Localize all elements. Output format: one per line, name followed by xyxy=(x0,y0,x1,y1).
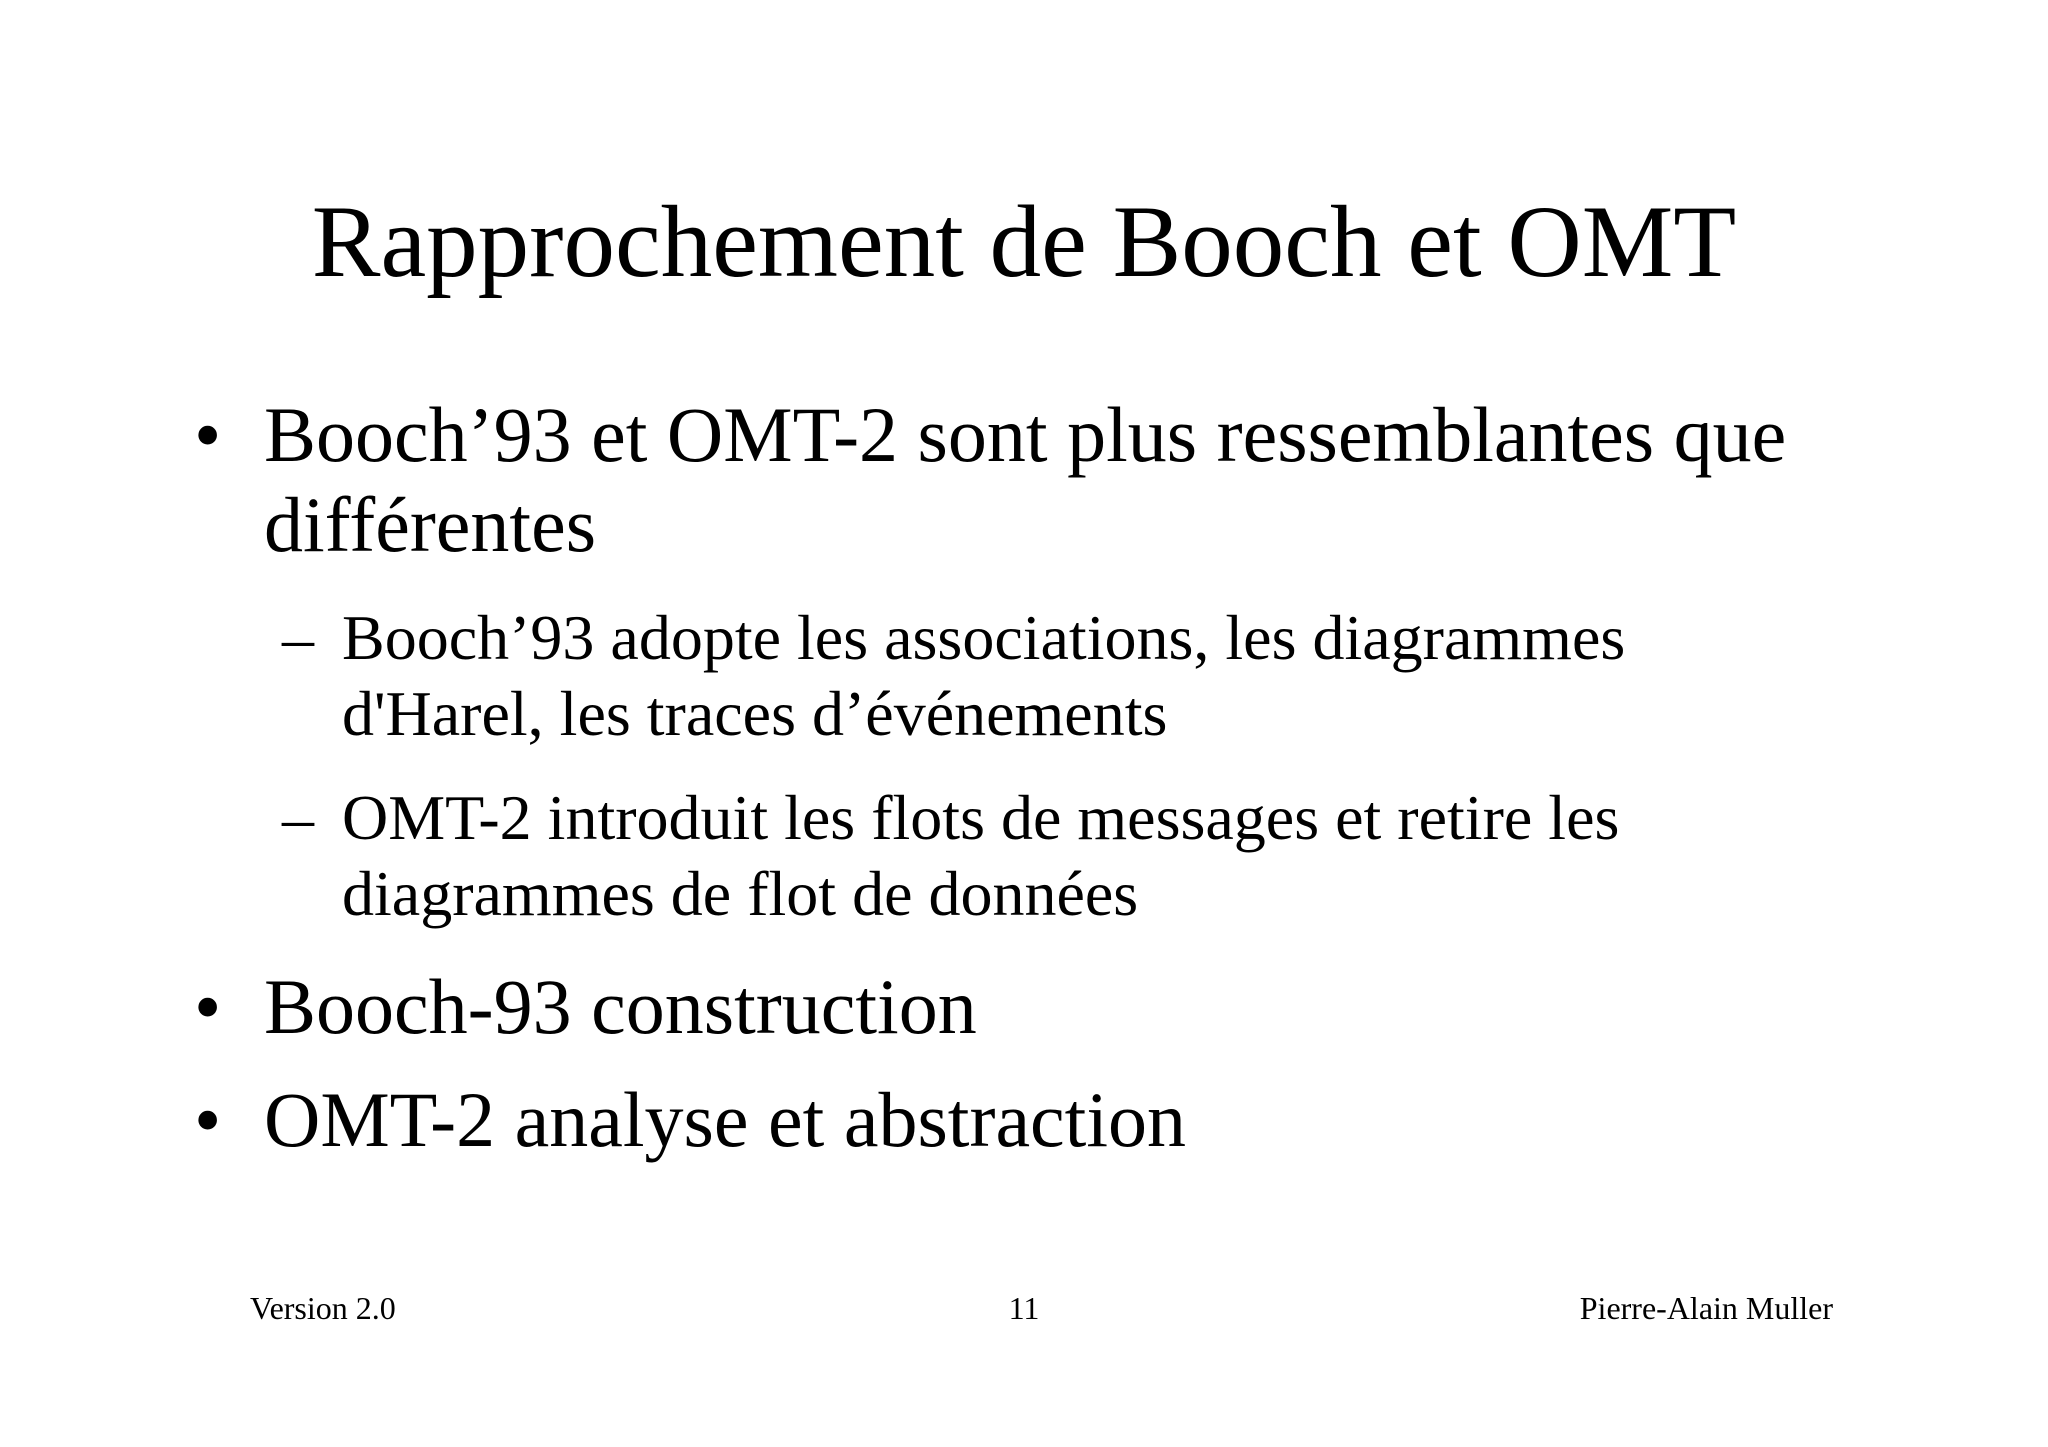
sub-bullet-mark: – xyxy=(282,782,314,853)
bullet-text xyxy=(264,962,977,1052)
bullet-mark: • xyxy=(194,391,222,478)
sub-bullet-text xyxy=(342,780,1619,932)
bullet-text xyxy=(264,390,1786,570)
slide-title: Rapprochement de Booch et OMT xyxy=(311,185,1737,299)
sub-bullet-text-line: diagrammes de flot de données xyxy=(342,858,1139,929)
bullet-mark: • xyxy=(194,1076,222,1163)
bullet-mark: • xyxy=(194,963,222,1050)
bullet-text-line: Booch’93 et OMT-2 sont plus ressemblantes que xyxy=(264,391,1787,478)
sub-bullet-text-line: Booch’93 adopte les associations, les diagrammes xyxy=(342,602,1626,673)
footer-author: Pierre-Alain Muller xyxy=(1579,1290,1833,1326)
sub-bullet-text xyxy=(342,600,1625,752)
bullet-text-line: OMT-2 analyse et abstraction xyxy=(264,1076,1187,1163)
bullet-text xyxy=(264,1075,1186,1165)
bullet-text-line: Booch-93 construction xyxy=(264,963,977,1050)
sub-bullet-text-line: OMT-2 introduit les flots de messages et retire les xyxy=(342,782,1620,853)
bullet-text-line: différentes xyxy=(264,481,597,568)
sub-bullet-mark: – xyxy=(282,602,314,673)
sub-bullet-text-line: d'Harel, les traces d’événements xyxy=(342,678,1168,749)
footer-page-number: 11 xyxy=(1008,1290,1040,1326)
footer-version: Version 2.0 xyxy=(250,1290,396,1326)
